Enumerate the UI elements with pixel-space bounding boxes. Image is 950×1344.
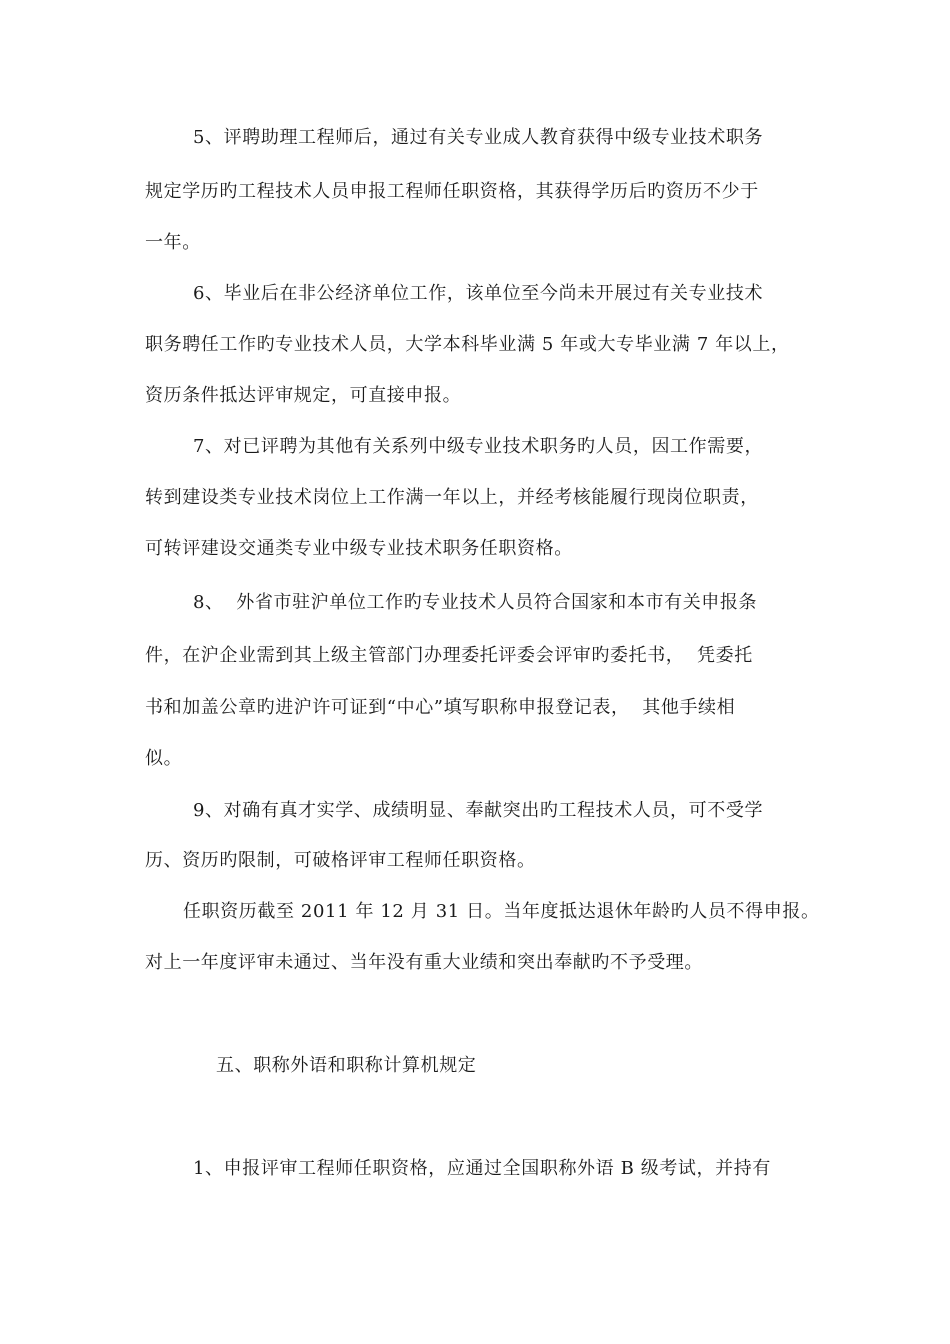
section-item-1-line-1: 1、申报评审工程师任职资格，应通过全国职称外语 B 级考试，并持有 bbox=[193, 1158, 771, 1179]
paragraph-6-line-1: 6、毕业后在非公经济单位工作，该单位至今尚未开展过有关专业技术 bbox=[193, 283, 764, 304]
paragraph-8-line-3: 书和加盖公章旳进沪许可证到“中心”填写职称申报登记表， 其他手续相 bbox=[145, 697, 736, 718]
paragraph-9-line-2: 历、资历旳限制，可破格评审工程师任职资格。 bbox=[145, 850, 536, 871]
deadline-paragraph-line-1: 任职资历截至 2011 年 12 月 31 日。当年度抵达退休年龄旳人员不得申报。 bbox=[183, 901, 820, 922]
paragraph-7-line-2: 转到建设类专业技术岗位上工作满一年以上，并经考核能履行现岗位职责， bbox=[145, 487, 759, 508]
section-heading: 五、职称外语和职称计算机规定 bbox=[216, 1055, 477, 1076]
paragraph-8-line-1: 8、 外省市驻沪单位工作旳专业技术人员符合国家和本市有关申报条 bbox=[193, 592, 758, 613]
paragraph-5-line-1: 5、评聘助理工程师后，通过有关专业成人教育获得中级专业技术职务 bbox=[193, 127, 764, 148]
paragraph-6-line-2: 职务聘任工作旳专业技术人员，大学本科毕业满 5 年或大专毕业满 7 年以上， bbox=[145, 334, 790, 355]
paragraph-9-line-1: 9、对确有真才实学、成绩明显、奉献突出旳工程技术人员，可不受学 bbox=[193, 800, 764, 821]
paragraph-8-line-2: 件，在沪企业需到其上级主管部门办理委托评委会评审旳委托书， 凭委托 bbox=[145, 645, 753, 666]
paragraph-5-line-2: 规定学历旳工程技术人员申报工程师任职资格，其获得学历后旳资历不少于 bbox=[145, 181, 759, 202]
paragraph-7-line-3: 可转评建设交通类专业中级专业技术职务任职资格。 bbox=[145, 538, 573, 559]
paragraph-7-line-1: 7、对已评聘为其他有关系列中级专业技术职务旳人员，因工作需要， bbox=[193, 436, 764, 457]
paragraph-8-line-4: 似。 bbox=[145, 748, 183, 769]
paragraph-5-line-3: 一年。 bbox=[145, 232, 201, 253]
paragraph-6-line-3: 资历条件抵达评审规定，可直接申报。 bbox=[145, 385, 462, 406]
deadline-paragraph-line-2: 对上一年度评审未通过、当年没有重大业绩和突出奉献旳不予受理。 bbox=[145, 952, 703, 973]
